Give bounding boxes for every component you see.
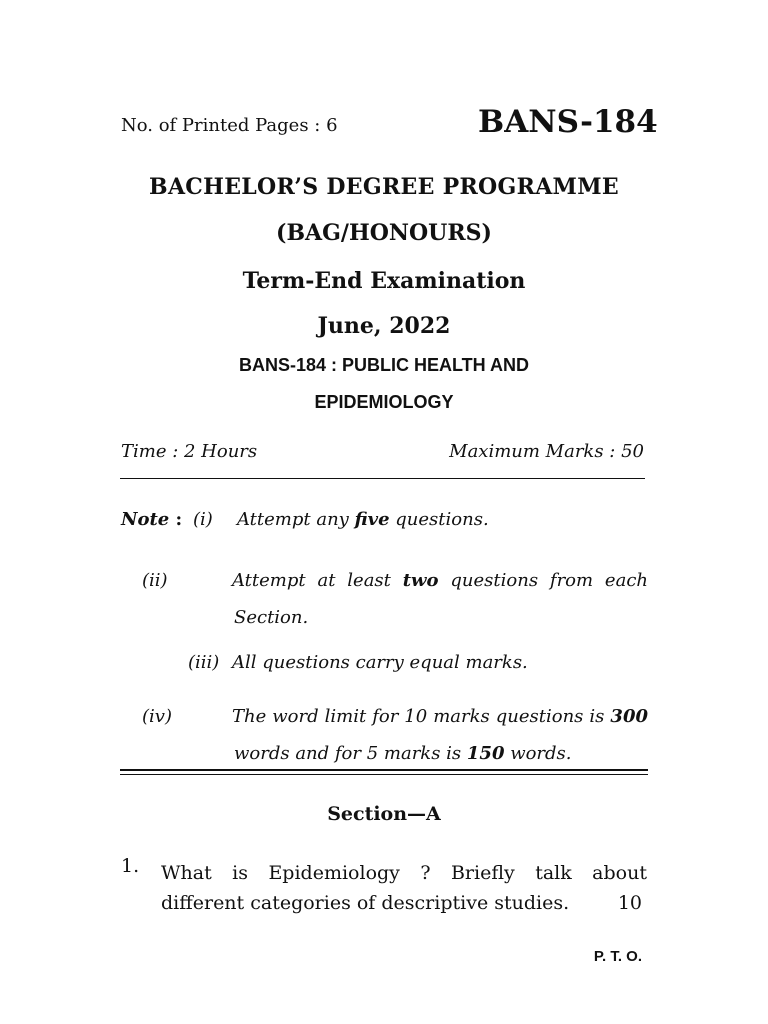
- question-number: 1.: [121, 855, 140, 877]
- instructions-divider-bottom: [120, 774, 648, 775]
- note-label: Note :: [121, 509, 183, 530]
- exam-title: Term-End Examination: [242, 268, 526, 294]
- question-text-line-1: What is Epidemiology ? Briefly talk about: [161, 862, 647, 884]
- instructions-divider-top: [120, 769, 648, 771]
- section-heading: Section—A: [327, 803, 441, 825]
- course-title-line-2: EPIDEMIOLOGY: [314, 392, 454, 412]
- printed-pages-count: No. of Printed Pages : 6: [121, 115, 338, 136]
- note-item-1: (i) Attempt any five questions.: [193, 509, 489, 530]
- note-item-2: (ii) Attempt at least two questions from each Section.: [142, 570, 648, 628]
- course-code: BANS-184: [478, 104, 658, 140]
- please-turn-over: P. T. O.: [593, 948, 642, 965]
- header-divider: [120, 478, 645, 479]
- question-marks: 10: [617, 892, 642, 914]
- note-item-3: (iii) All questions carry equal marks.: [188, 652, 528, 673]
- course-title-line-1: BANS-184 : PUBLIC HEALTH AND: [238, 355, 529, 375]
- programme-title: BACHELOR’S DEGREE PROGRAMME: [149, 174, 619, 200]
- programme-subtitle: (BAG/HONOURS): [276, 220, 492, 246]
- exam-date: June, 2022: [317, 313, 451, 339]
- note-item-4: (iv) The word limit for 10 marks questions is 300 words and for 5 marks is 150 words.: [142, 706, 648, 764]
- maximum-marks: Maximum Marks : 50: [449, 441, 644, 462]
- question-text-line-2: different categories of descriptive studies.: [161, 892, 570, 914]
- time-allowed: Time : 2 Hours: [121, 441, 258, 462]
